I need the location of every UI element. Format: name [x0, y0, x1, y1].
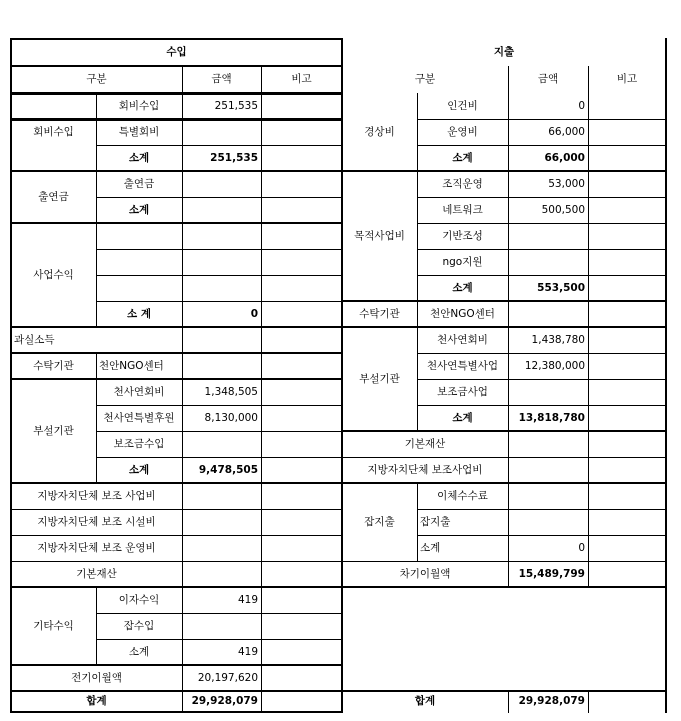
grid-line	[96, 197, 343, 198]
expense-trust-label: 수탁기관	[359, 307, 400, 320]
expense-item-amount: 12,380,000	[524, 359, 585, 372]
grid-line	[417, 405, 667, 406]
expense-subtotal-amount: 553,500	[537, 281, 585, 294]
grid-line	[11, 535, 343, 536]
income-item-label: 특별회비	[118, 125, 160, 138]
grid-line	[588, 691, 589, 713]
grid-line	[10, 222, 343, 224]
income-item-label: 회비수입	[118, 99, 160, 112]
income-total-label: 합계	[86, 695, 107, 708]
expense-col-category: 구분	[414, 73, 436, 86]
expense-subtotal-label: 소계	[452, 281, 473, 294]
grid-line	[96, 301, 343, 302]
income-trust-org: 천안NGO센터	[99, 359, 164, 372]
expense-item-label: 네트워크	[442, 203, 483, 216]
grid-line	[10, 352, 343, 354]
income-basic-property-label: 기본재산	[76, 567, 117, 580]
expense-col-amount: 금액	[537, 73, 559, 86]
grid-line	[417, 535, 667, 536]
grid-line	[10, 586, 343, 588]
grid-line	[96, 587, 97, 666]
grid-line	[96, 119, 343, 120]
grid-line	[261, 66, 262, 713]
grid-line	[341, 170, 667, 172]
expense-item-label: 운영비	[447, 125, 478, 138]
expense-item-amount: 66,000	[548, 125, 585, 138]
expense-item-label: 이체수수료	[437, 489, 488, 502]
expense-subtotal-label: 소계	[452, 411, 473, 424]
grid-line	[10, 664, 343, 666]
expense-basic-property-label: 기본재산	[404, 437, 446, 450]
expense-subtotal-label: 소계	[452, 151, 473, 164]
income-col-note: 비고	[291, 73, 312, 86]
expense-item-label: ngo지원	[442, 255, 483, 268]
expense-item-amount	[508, 483, 588, 509]
income-basic-property-amount	[182, 561, 261, 587]
income-subtotal-label: 소 계	[127, 307, 151, 320]
income-item-label: 보조금수입	[113, 437, 165, 450]
expense-local-gov-label: 지방자치단체 보조사업비	[367, 463, 483, 476]
grid-line	[96, 93, 97, 328]
grid-line	[417, 119, 667, 120]
expense-trust-org: 천안NGO센터	[430, 307, 495, 320]
grid-line	[10, 378, 343, 380]
grid-line	[342, 561, 667, 562]
income-group-contribution: 출연금	[38, 190, 69, 203]
income-unearned-label: 과실소득	[14, 333, 55, 346]
income-group-affiliated: 부설기관	[33, 424, 74, 437]
expense-item-label: 인건비	[447, 99, 478, 112]
grid-line	[417, 197, 667, 198]
income-local-gov-label: 지방자치단체 보조 운영비	[37, 541, 156, 554]
grid-line	[10, 326, 343, 328]
expense-item-label: 조직운영	[442, 177, 483, 190]
grid-line	[417, 249, 667, 250]
income-group-membership: 회비수입	[33, 125, 74, 138]
expense-item-amount: 1,438,780	[531, 333, 585, 346]
grid-line	[342, 457, 667, 458]
income-local-gov-label: 지방자치단체 보조 시설비	[37, 515, 156, 528]
grid-line	[417, 509, 667, 510]
grid-line	[10, 482, 343, 484]
income-subtotal-amount: 419	[237, 645, 258, 658]
income-local-gov-amount	[182, 483, 261, 509]
expense-subtotal-amount: 13,818,780	[518, 411, 585, 424]
grid-line	[665, 38, 667, 713]
expense-basic-property-amount	[508, 431, 588, 457]
income-subtotal-label: 소계	[128, 645, 150, 658]
income-col-amount: 금액	[211, 73, 232, 86]
grid-line	[341, 326, 667, 328]
grid-line	[588, 66, 589, 588]
income-item-amount	[182, 171, 261, 197]
grid-line	[417, 483, 418, 562]
grid-line	[96, 405, 343, 406]
grid-line	[508, 691, 509, 713]
grid-line	[417, 145, 667, 146]
expense-group-affiliated: 부설기관	[359, 372, 400, 385]
income-subtotal-label: 소계	[128, 151, 150, 164]
expense-item-amount: 0	[578, 541, 585, 554]
income-subtotal-amount: 251,535	[210, 151, 258, 164]
income-local-gov-label: 지방자치단체 보조 사업비	[37, 489, 156, 502]
grid-line	[417, 223, 667, 224]
income-unearned-amount	[182, 327, 261, 353]
income-item-label: 천사연특별후원	[103, 411, 175, 424]
income-subtotal-label: 소계	[128, 463, 150, 476]
income-item-amount	[182, 119, 261, 145]
expense-local-gov-amount	[508, 457, 588, 483]
expense-group-operating: 경상비	[364, 125, 395, 138]
grid-line	[508, 66, 509, 588]
expense-subtotal-amount: 66,000	[544, 151, 585, 164]
income-subtotal-amount	[182, 197, 261, 223]
financial-status-table	[11, 39, 666, 712]
expense-carried-out-amount: 15,489,799	[518, 567, 585, 580]
expense-header: 지출	[493, 46, 515, 59]
grid-line	[96, 145, 343, 146]
expense-group-purpose: 목적사업비	[354, 229, 405, 242]
income-subtotal-amount: 9,478,505	[198, 463, 258, 476]
expense-item-amount	[508, 223, 588, 249]
grid-line	[10, 38, 343, 40]
grid-line	[96, 457, 343, 458]
income-item-amount	[182, 613, 261, 639]
income-local-gov-amount	[182, 509, 261, 535]
grid-line	[417, 353, 667, 354]
income-item-amount: 251,535	[214, 99, 258, 112]
grid-line	[10, 690, 343, 692]
expense-item-amount: 500,500	[541, 203, 585, 216]
income-item-amount	[182, 431, 261, 457]
grid-line	[10, 38, 12, 713]
grid-line	[341, 482, 667, 484]
grid-line	[96, 613, 343, 614]
income-carried-in-amount: 20,197,620	[197, 671, 258, 684]
grid-line	[417, 93, 418, 432]
expense-item-amount: 53,000	[548, 177, 585, 190]
expense-total-amount: 29,928,079	[518, 695, 585, 708]
grid-line	[10, 170, 343, 172]
income-group-business: 사업수익	[33, 268, 74, 281]
expense-item-label: 보조금사업	[437, 385, 488, 398]
income-item-label: 잡수입	[123, 619, 155, 632]
grid-line	[341, 690, 667, 692]
grid-line	[341, 586, 667, 588]
income-carried-in-label: 전기이월액	[71, 671, 122, 684]
income-item-amount: 8,130,000	[204, 411, 258, 424]
grid-line	[96, 353, 97, 484]
grid-line	[96, 639, 343, 640]
grid-line	[96, 431, 343, 432]
expense-item-label: 소계	[420, 541, 441, 554]
expense-item-amount: 0	[578, 99, 585, 112]
grid-line	[96, 249, 343, 250]
grid-line	[341, 38, 343, 713]
income-item-label: 출연금	[123, 177, 155, 190]
expense-item-amount	[508, 249, 588, 275]
grid-line	[182, 66, 183, 713]
expense-col-note: 비고	[616, 73, 638, 86]
income-col-category: 구분	[86, 73, 107, 86]
income-group-other: 기타수익	[33, 619, 74, 632]
expense-item-label: 천사연회비	[437, 333, 488, 346]
expense-group-misc: 잡지출	[364, 515, 395, 528]
expense-item-label: 기반조성	[442, 229, 483, 242]
expense-total-label: 합계	[414, 695, 436, 708]
income-subtotal-amount: 0	[250, 307, 258, 320]
income-trust-label: 수탁기관	[33, 359, 74, 372]
grid-line	[341, 430, 667, 432]
income-item-amount: 419	[237, 593, 258, 606]
income-header: 수입	[166, 46, 187, 59]
income-item-label: 천사연회비	[113, 385, 165, 398]
income-item-label: 이자수익	[118, 593, 160, 606]
income-subtotal-label: 소계	[128, 203, 150, 216]
income-total-amount: 29,928,079	[191, 695, 258, 708]
expense-carried-out-label: 차기이월액	[399, 567, 451, 580]
grid-line	[11, 509, 343, 510]
grid-line	[341, 300, 667, 302]
grid-line	[10, 65, 343, 67]
grid-line	[417, 275, 667, 276]
income-item-amount: 1,348,505	[204, 385, 258, 398]
grid-line	[417, 379, 667, 380]
expense-item-label: 잡지출	[420, 515, 451, 528]
expense-item-amount	[508, 379, 588, 405]
grid-line	[10, 711, 343, 713]
expense-item-label: 천사연특별사업	[426, 359, 498, 372]
expense-item-amount	[508, 509, 588, 535]
grid-line	[11, 561, 343, 562]
grid-line	[96, 275, 343, 276]
grid-line	[10, 92, 343, 95]
income-local-gov-amount	[182, 535, 261, 561]
